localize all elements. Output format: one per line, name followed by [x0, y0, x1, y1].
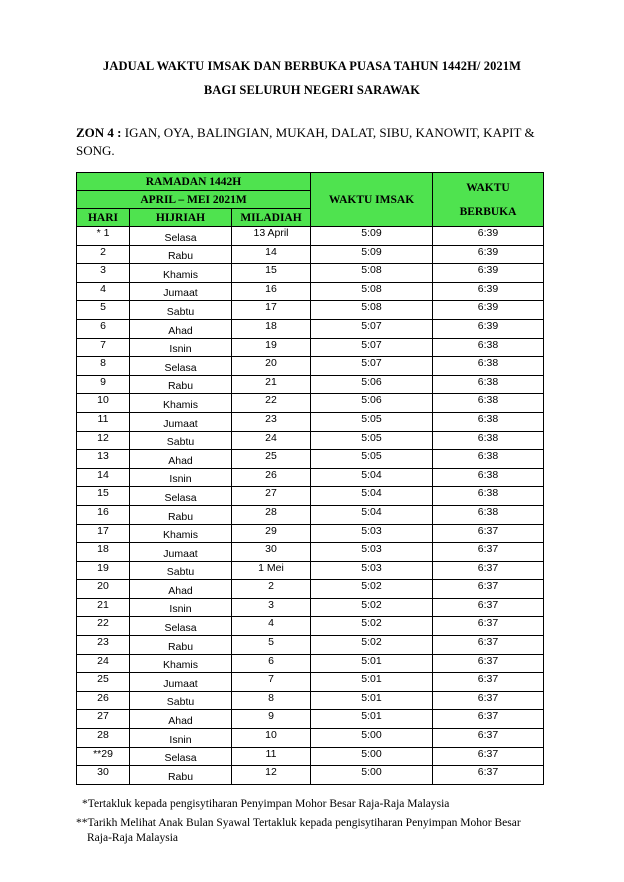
cell-berbuka: 6:38 — [433, 357, 544, 376]
cell-imsak: 5:00 — [311, 747, 433, 766]
cell-imsak: 5:02 — [311, 580, 433, 599]
cell-berbuka: 6:37 — [433, 747, 544, 766]
cell-hari: 13 — [77, 450, 130, 469]
cell-imsak: 5:04 — [311, 468, 433, 487]
cell-imsak: 5:08 — [311, 282, 433, 301]
cell-miladiah: 2 — [232, 580, 311, 599]
cell-miladiah: 19 — [232, 338, 311, 357]
cell-miladiah: 28 — [232, 505, 311, 524]
table-row — [77, 357, 544, 376]
table-row — [77, 673, 544, 692]
cell-imsak: 5:03 — [311, 543, 433, 562]
table-row — [77, 580, 544, 599]
cell-hijriah: Isnin — [130, 338, 232, 357]
cell-hari: **29 — [77, 747, 130, 766]
cell-imsak: 5:05 — [311, 412, 433, 431]
cell-berbuka: 6:37 — [433, 691, 544, 710]
cell-imsak: 5:08 — [311, 264, 433, 283]
cell-hijriah: Ahad — [130, 319, 232, 338]
cell-berbuka: 6:38 — [433, 487, 544, 506]
table-row — [77, 747, 544, 766]
cell-hijriah: Sabtu — [130, 691, 232, 710]
cell-imsak: 5:01 — [311, 710, 433, 729]
header-miladiah: MILADIAH — [232, 209, 311, 227]
cell-imsak: 5:04 — [311, 505, 433, 524]
cell-hijriah: Ahad — [130, 580, 232, 599]
cell-imsak: 5:01 — [311, 673, 433, 692]
cell-hari: 21 — [77, 598, 130, 617]
cell-imsak: 5:04 — [311, 487, 433, 506]
cell-hari: * 1 — [77, 227, 130, 246]
cell-hari: 3 — [77, 264, 130, 283]
cell-imsak: 5:05 — [311, 431, 433, 450]
cell-imsak: 5:08 — [311, 301, 433, 320]
cell-miladiah: 14 — [232, 245, 311, 264]
cell-berbuka: 6:39 — [433, 301, 544, 320]
header-ramadan: RAMADAN 1442H — [77, 173, 311, 191]
header-waktu-imsak: WAKTU IMSAK — [311, 173, 433, 227]
cell-miladiah: 8 — [232, 691, 311, 710]
cell-miladiah: 25 — [232, 450, 311, 469]
zone-description — [76, 124, 546, 160]
cell-hari: 22 — [77, 617, 130, 636]
cell-miladiah: 9 — [232, 710, 311, 729]
cell-berbuka: 6:38 — [433, 431, 544, 450]
cell-hari: 24 — [77, 654, 130, 673]
table-row — [77, 636, 544, 655]
cell-hijriah: Khamis — [130, 524, 232, 543]
footnote-2-line2: Raja-Raja Malaysia — [87, 832, 179, 844]
cell-hari: 11 — [77, 412, 130, 431]
cell-berbuka: 6:39 — [433, 227, 544, 246]
cell-berbuka: 6:38 — [433, 450, 544, 469]
cell-hijriah: Rabu — [130, 766, 232, 785]
table-row — [77, 468, 544, 487]
cell-imsak: 5:02 — [311, 617, 433, 636]
cell-berbuka: 6:37 — [433, 617, 544, 636]
table-row — [77, 543, 544, 562]
cell-hari: 18 — [77, 543, 130, 562]
cell-berbuka: 6:39 — [433, 245, 544, 264]
cell-miladiah: 23 — [232, 412, 311, 431]
cell-hari: 15 — [77, 487, 130, 506]
header-hari: HARI — [77, 209, 130, 227]
cell-hari: 17 — [77, 524, 130, 543]
cell-berbuka: 6:37 — [433, 710, 544, 729]
cell-hari: 4 — [77, 282, 130, 301]
cell-hijriah: Selasa — [130, 487, 232, 506]
cell-miladiah: 27 — [232, 487, 311, 506]
cell-miladiah: 15 — [232, 264, 311, 283]
cell-hijriah: Khamis — [130, 264, 232, 283]
cell-hijriah: Khamis — [130, 394, 232, 413]
table-row — [77, 282, 544, 301]
table-row — [77, 375, 544, 394]
cell-miladiah: 10 — [232, 729, 311, 748]
header-waktu-berbuka — [433, 173, 544, 227]
table-row — [77, 319, 544, 338]
cell-berbuka: 6:39 — [433, 282, 544, 301]
cell-hari: 9 — [77, 375, 130, 394]
table-row — [77, 691, 544, 710]
cell-miladiah: 22 — [232, 394, 311, 413]
cell-hari: 5 — [77, 301, 130, 320]
table-row — [77, 412, 544, 431]
cell-hijriah: Ahad — [130, 710, 232, 729]
cell-berbuka: 6:39 — [433, 264, 544, 283]
cell-imsak: 5:06 — [311, 394, 433, 413]
cell-imsak: 5:02 — [311, 636, 433, 655]
cell-berbuka: 6:37 — [433, 636, 544, 655]
cell-hari: 16 — [77, 505, 130, 524]
cell-hari: 10 — [77, 394, 130, 413]
cell-imsak: 5:03 — [311, 561, 433, 580]
cell-hijriah: Isnin — [130, 468, 232, 487]
cell-hijriah: Selasa — [130, 747, 232, 766]
table-row — [77, 524, 544, 543]
cell-berbuka: 6:37 — [433, 543, 544, 562]
cell-hijriah: Rabu — [130, 245, 232, 264]
table-row — [77, 710, 544, 729]
cell-miladiah: 18 — [232, 319, 311, 338]
cell-miladiah: 17 — [232, 301, 311, 320]
cell-miladiah: 26 — [232, 468, 311, 487]
table-row — [77, 431, 544, 450]
table-row — [77, 301, 544, 320]
cell-hijriah: Jumaat — [130, 412, 232, 431]
cell-hijriah: Rabu — [130, 375, 232, 394]
table-row — [77, 561, 544, 580]
cell-hari: 25 — [77, 673, 130, 692]
cell-imsak: 5:02 — [311, 598, 433, 617]
table-row — [77, 338, 544, 357]
cell-berbuka: 6:37 — [433, 580, 544, 599]
cell-miladiah: 5 — [232, 636, 311, 655]
cell-hari: 6 — [77, 319, 130, 338]
zone-areas: IGAN, OYA, BALINGIAN, MUKAH, DALAT, SIBU, KANOWIT, KAPIT & SONG. — [76, 125, 535, 158]
cell-hari: 19 — [77, 561, 130, 580]
cell-imsak: 5:00 — [311, 729, 433, 748]
table-row — [77, 394, 544, 413]
cell-hijriah: Sabtu — [130, 561, 232, 580]
cell-imsak: 5:07 — [311, 357, 433, 376]
cell-hijriah: Selasa — [130, 227, 232, 246]
footnote-1: *Tertakluk kepada pengisytiharan Penyimpan Mohor Besar Raja-Raja Malaysia — [82, 798, 450, 810]
cell-hijriah: Jumaat — [130, 543, 232, 562]
cell-berbuka: 6:37 — [433, 598, 544, 617]
cell-hijriah: Sabtu — [130, 301, 232, 320]
footnote-2-line1: **Tarikh Melihat Anak Bulan Syawal Tertakluk kepada pengisytiharan Penyimpan Mohor Besar — [76, 817, 521, 829]
cell-imsak: 5:09 — [311, 227, 433, 246]
cell-berbuka: 6:38 — [433, 338, 544, 357]
cell-hari: 2 — [77, 245, 130, 264]
cell-miladiah: 4 — [232, 617, 311, 636]
document-title: JADUAL WAKTU IMSAK DAN BERBUKA PUASA TAHUN 1442H/ 2021M — [102, 59, 522, 73]
cell-hari: 27 — [77, 710, 130, 729]
cell-berbuka: 6:38 — [433, 505, 544, 524]
cell-hari: 7 — [77, 338, 130, 357]
cell-miladiah: 1 Mei — [232, 561, 311, 580]
cell-hijriah: Selasa — [130, 357, 232, 376]
cell-hari: 20 — [77, 580, 130, 599]
cell-miladiah: 21 — [232, 375, 311, 394]
cell-hari: 8 — [77, 357, 130, 376]
cell-hijriah: Rabu — [130, 636, 232, 655]
cell-imsak: 5:07 — [311, 338, 433, 357]
cell-berbuka: 6:37 — [433, 561, 544, 580]
cell-imsak: 5:00 — [311, 766, 433, 785]
table-row — [77, 505, 544, 524]
cell-miladiah: 29 — [232, 524, 311, 543]
cell-imsak: 5:01 — [311, 654, 433, 673]
footnote-2 — [76, 816, 546, 846]
cell-berbuka: 6:37 — [433, 729, 544, 748]
table-row — [77, 245, 544, 264]
cell-imsak: 5:03 — [311, 524, 433, 543]
cell-hijriah: Jumaat — [130, 282, 232, 301]
cell-hari: 23 — [77, 636, 130, 655]
cell-miladiah: 30 — [232, 543, 311, 562]
table-row — [77, 598, 544, 617]
table-row — [77, 450, 544, 469]
table-row — [77, 766, 544, 785]
cell-hijriah: Sabtu — [130, 431, 232, 450]
cell-miladiah: 7 — [232, 673, 311, 692]
cell-berbuka: 6:39 — [433, 319, 544, 338]
cell-hari: 26 — [77, 691, 130, 710]
cell-miladiah: 11 — [232, 747, 311, 766]
cell-hijriah: Khamis — [130, 654, 232, 673]
cell-imsak: 5:05 — [311, 450, 433, 469]
cell-hari: 28 — [77, 729, 130, 748]
document-subtitle: BAGI SELURUH NEGERI SARAWAK — [203, 83, 421, 97]
table-row — [77, 227, 544, 246]
cell-hari: 12 — [77, 431, 130, 450]
cell-hijriah: Isnin — [130, 729, 232, 748]
cell-hijriah: Ahad — [130, 450, 232, 469]
table-row — [77, 617, 544, 636]
cell-berbuka: 6:38 — [433, 375, 544, 394]
zone-label: ZON 4 : — [76, 125, 122, 140]
table-row — [77, 654, 544, 673]
cell-imsak: 5:09 — [311, 245, 433, 264]
table-row — [77, 264, 544, 283]
cell-berbuka: 6:38 — [433, 394, 544, 413]
cell-miladiah: 12 — [232, 766, 311, 785]
cell-imsak: 5:01 — [311, 691, 433, 710]
cell-hijriah: Rabu — [130, 505, 232, 524]
cell-berbuka: 6:37 — [433, 654, 544, 673]
cell-berbuka: 6:37 — [433, 524, 544, 543]
cell-miladiah: 13 April — [232, 227, 311, 246]
table-row — [77, 729, 544, 748]
cell-berbuka: 6:37 — [433, 766, 544, 785]
cell-berbuka: 6:37 — [433, 673, 544, 692]
cell-miladiah: 6 — [232, 654, 311, 673]
header-period: APRIL – MEI 2021M — [77, 191, 311, 209]
cell-hijriah: Jumaat — [130, 673, 232, 692]
timetable — [76, 172, 544, 785]
cell-miladiah: 24 — [232, 431, 311, 450]
cell-imsak: 5:07 — [311, 319, 433, 338]
cell-imsak: 5:06 — [311, 375, 433, 394]
cell-miladiah: 3 — [232, 598, 311, 617]
cell-miladiah: 16 — [232, 282, 311, 301]
header-berbuka-line1: WAKTU — [466, 181, 510, 194]
cell-hari: 14 — [77, 468, 130, 487]
header-berbuka-line2: BERBUKA — [459, 205, 517, 218]
cell-berbuka: 6:38 — [433, 468, 544, 487]
cell-berbuka: 6:38 — [433, 412, 544, 431]
cell-hijriah: Selasa — [130, 617, 232, 636]
table-row — [77, 487, 544, 506]
cell-hijriah: Isnin — [130, 598, 232, 617]
cell-hari: 30 — [77, 766, 130, 785]
header-hijriah: HIJRIAH — [130, 209, 232, 227]
cell-miladiah: 20 — [232, 357, 311, 376]
timetable-body — [77, 227, 544, 785]
